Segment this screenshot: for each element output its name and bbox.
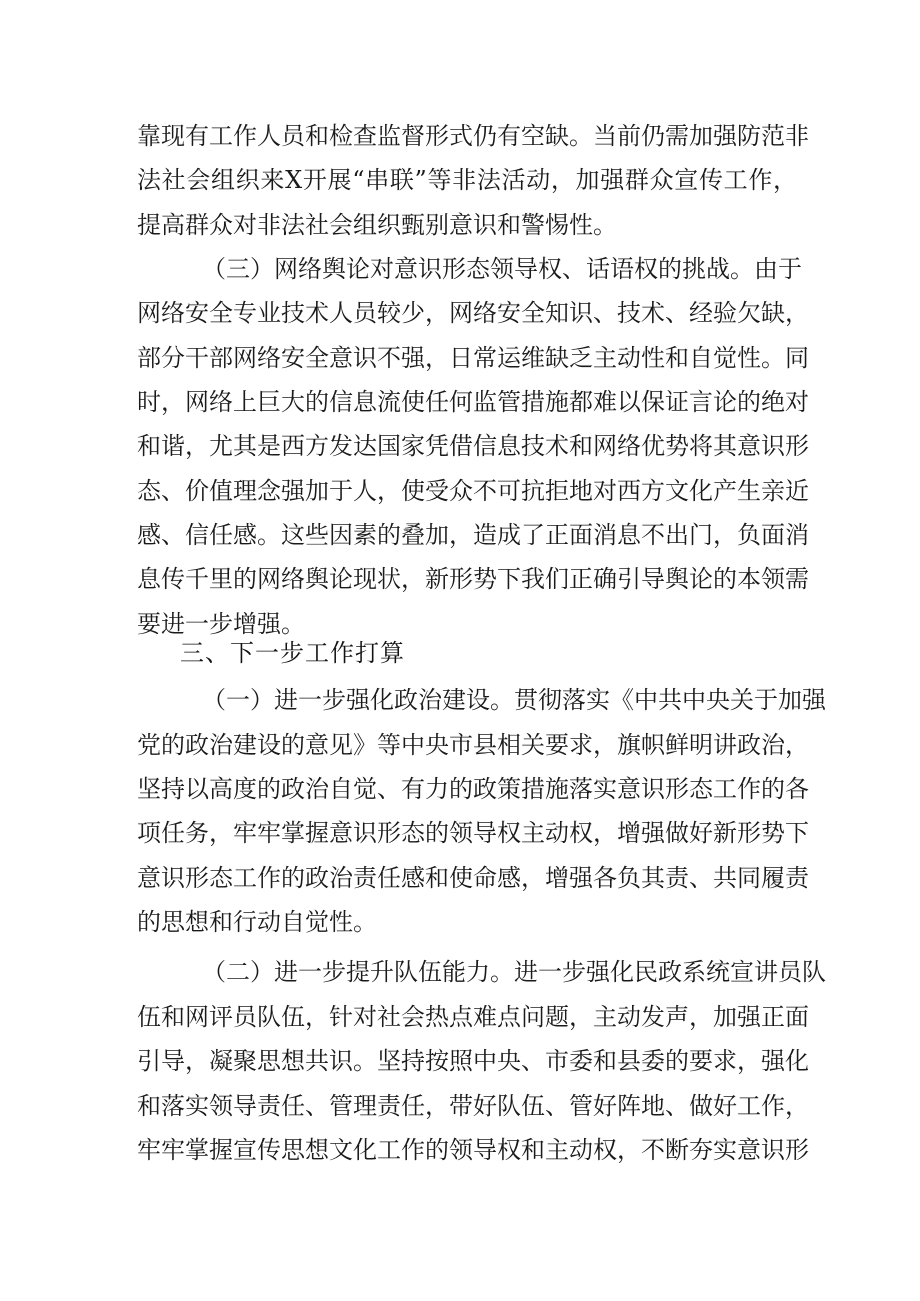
paragraph-4-line-4: 和落实领导责任、管理责任，带好队伍、管好阵地、做好工作， [137, 1092, 809, 1120]
paragraph-2-line-7: 感、信任感。这些因素的叠加，造成了正面消息不出门，负面消 [137, 521, 809, 549]
paragraph-2-line-9: 要进一步增强。 [137, 610, 305, 638]
paragraph-1-line-2: 法社会组织来X开展“串联”等非法活动，加强群众宣传工作， [137, 166, 797, 194]
paragraph-2-line-2: 网络安全专业技术人员较少，网络安全知识、技术、经验欠缺， [137, 299, 809, 327]
paragraph-3-line-2: 党的政治建设的意见》等中央市县相关要求，旗帜鲜明讲政治， [137, 731, 809, 759]
section-heading: 三、下一步工作打算 [180, 639, 405, 667]
paragraph-3-line-3: 坚持以高度的政治自觉、有力的政策措施落实意识形态工作的各 [137, 775, 809, 803]
paragraph-1-line-3: 提高群众对非法社会组织甄别意识和警惕性。 [137, 211, 617, 239]
paragraph-2-line-1: （三）网络舆论对意识形态领导权、话语权的挑战。由于 [202, 255, 802, 283]
paragraph-1-line-1: 靠现有工作人员和检查监督形式仍有空缺。当前仍需加强防范非 [137, 122, 809, 150]
paragraph-3-line-6: 的思想和行动自觉性。 [137, 908, 377, 936]
paragraph-3-line-5: 意识形态工作的政治责任感和使命感，增强各负其责、共同履责 [137, 864, 809, 892]
paragraph-2-line-8: 息传千里的网络舆论现状，新形势下我们正确引导舆论的本领需 [137, 565, 809, 593]
paragraph-4-line-5: 牢牢掌握宣传思想文化工作的领导权和主动权，不断夯实意识形 [137, 1136, 809, 1164]
paragraph-3-line-4: 项任务，牢牢掌握意识形态的领导权主动权，增强做好新形势下 [137, 819, 809, 847]
paragraph-2-line-3: 部分干部网络安全意识不强，日常运维缺乏主动性和自觉性。同 [137, 344, 809, 372]
paragraph-2-line-5: 和谐，尤其是西方发达国家凭借信息技术和网络优势将其意识形 [137, 432, 809, 460]
paragraph-4-line-3: 引导，凝聚思想共识。坚持按照中央、市委和县委的要求，强化 [137, 1047, 809, 1075]
paragraph-2-line-4: 时，网络上巨大的信息流使任何监管措施都难以保证言论的绝对 [137, 388, 809, 416]
paragraph-2-line-6: 态、价值理念强加于人，使受众不可抗拒地对西方文化产生亲近 [137, 477, 809, 505]
paragraph-3-line-1: （一）进一步强化政治建设。贯彻落实《中共中央关于加强 [202, 686, 826, 714]
paragraph-4-line-1: （二）进一步提升队伍能力。进一步强化民政系统宣讲员队 [202, 958, 826, 986]
paragraph-4-line-2: 伍和网评员队伍，针对社会热点难点问题，主动发声，加强正面 [137, 1003, 809, 1031]
